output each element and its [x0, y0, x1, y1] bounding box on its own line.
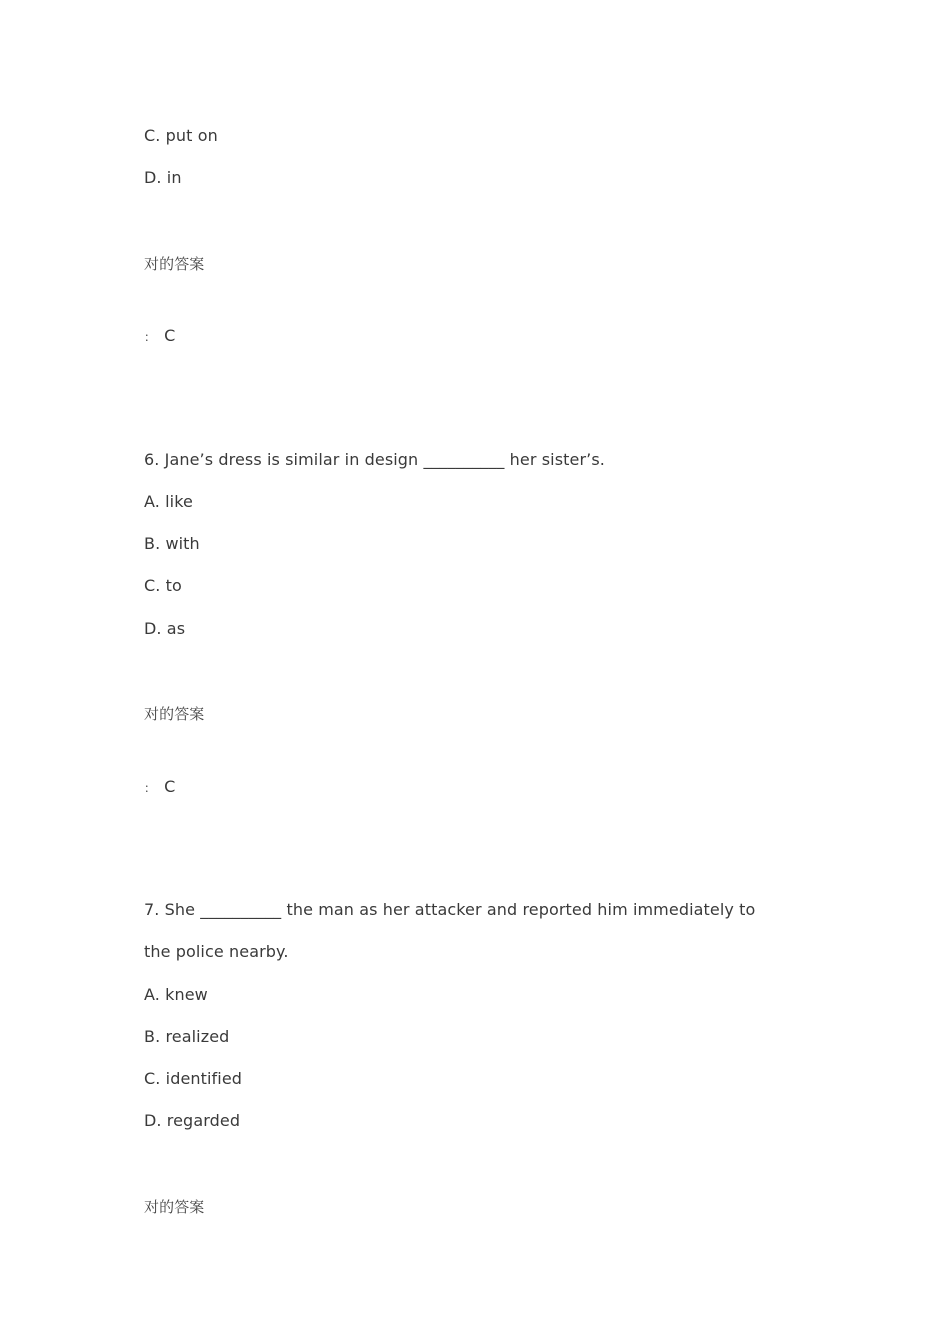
question-6-answer-colon: ： [144, 781, 157, 795]
answer-label: 对的答案 [144, 255, 205, 273]
question-6-stem: 6. Jane’s dress is similar in design __________ her sister’s. [144, 450, 605, 469]
question-6-option-a: A. like [144, 492, 193, 511]
question-6-answer-line [144, 777, 175, 798]
question-7-option-c: C. identified [144, 1069, 243, 1088]
question-6-option-b: B. with [144, 534, 200, 553]
question-6-answer-value: C [164, 777, 176, 796]
question-7-answer-label: 对的答案 [144, 1198, 205, 1216]
question-7-option-a: A. knew [144, 985, 208, 1004]
option-c: C. put on [144, 126, 218, 145]
answer-value: C [164, 326, 176, 345]
question-7-stem-line-1: 7. She __________ the man as her attacker and reported him immediately to [144, 900, 756, 919]
question-7-option-d: D. regarded [144, 1111, 241, 1130]
question-6-option-d: D. as [144, 619, 186, 638]
answer-colon: ： [144, 330, 157, 344]
question-6-answer-label: 对的答案 [144, 705, 205, 723]
option-d: D. in [144, 168, 182, 187]
question-6-option-c: C. to [144, 576, 182, 595]
question-7-stem-line-2: the police nearby. [144, 942, 289, 961]
answer-line [144, 326, 175, 347]
question-7-option-b: B. realized [144, 1027, 230, 1046]
